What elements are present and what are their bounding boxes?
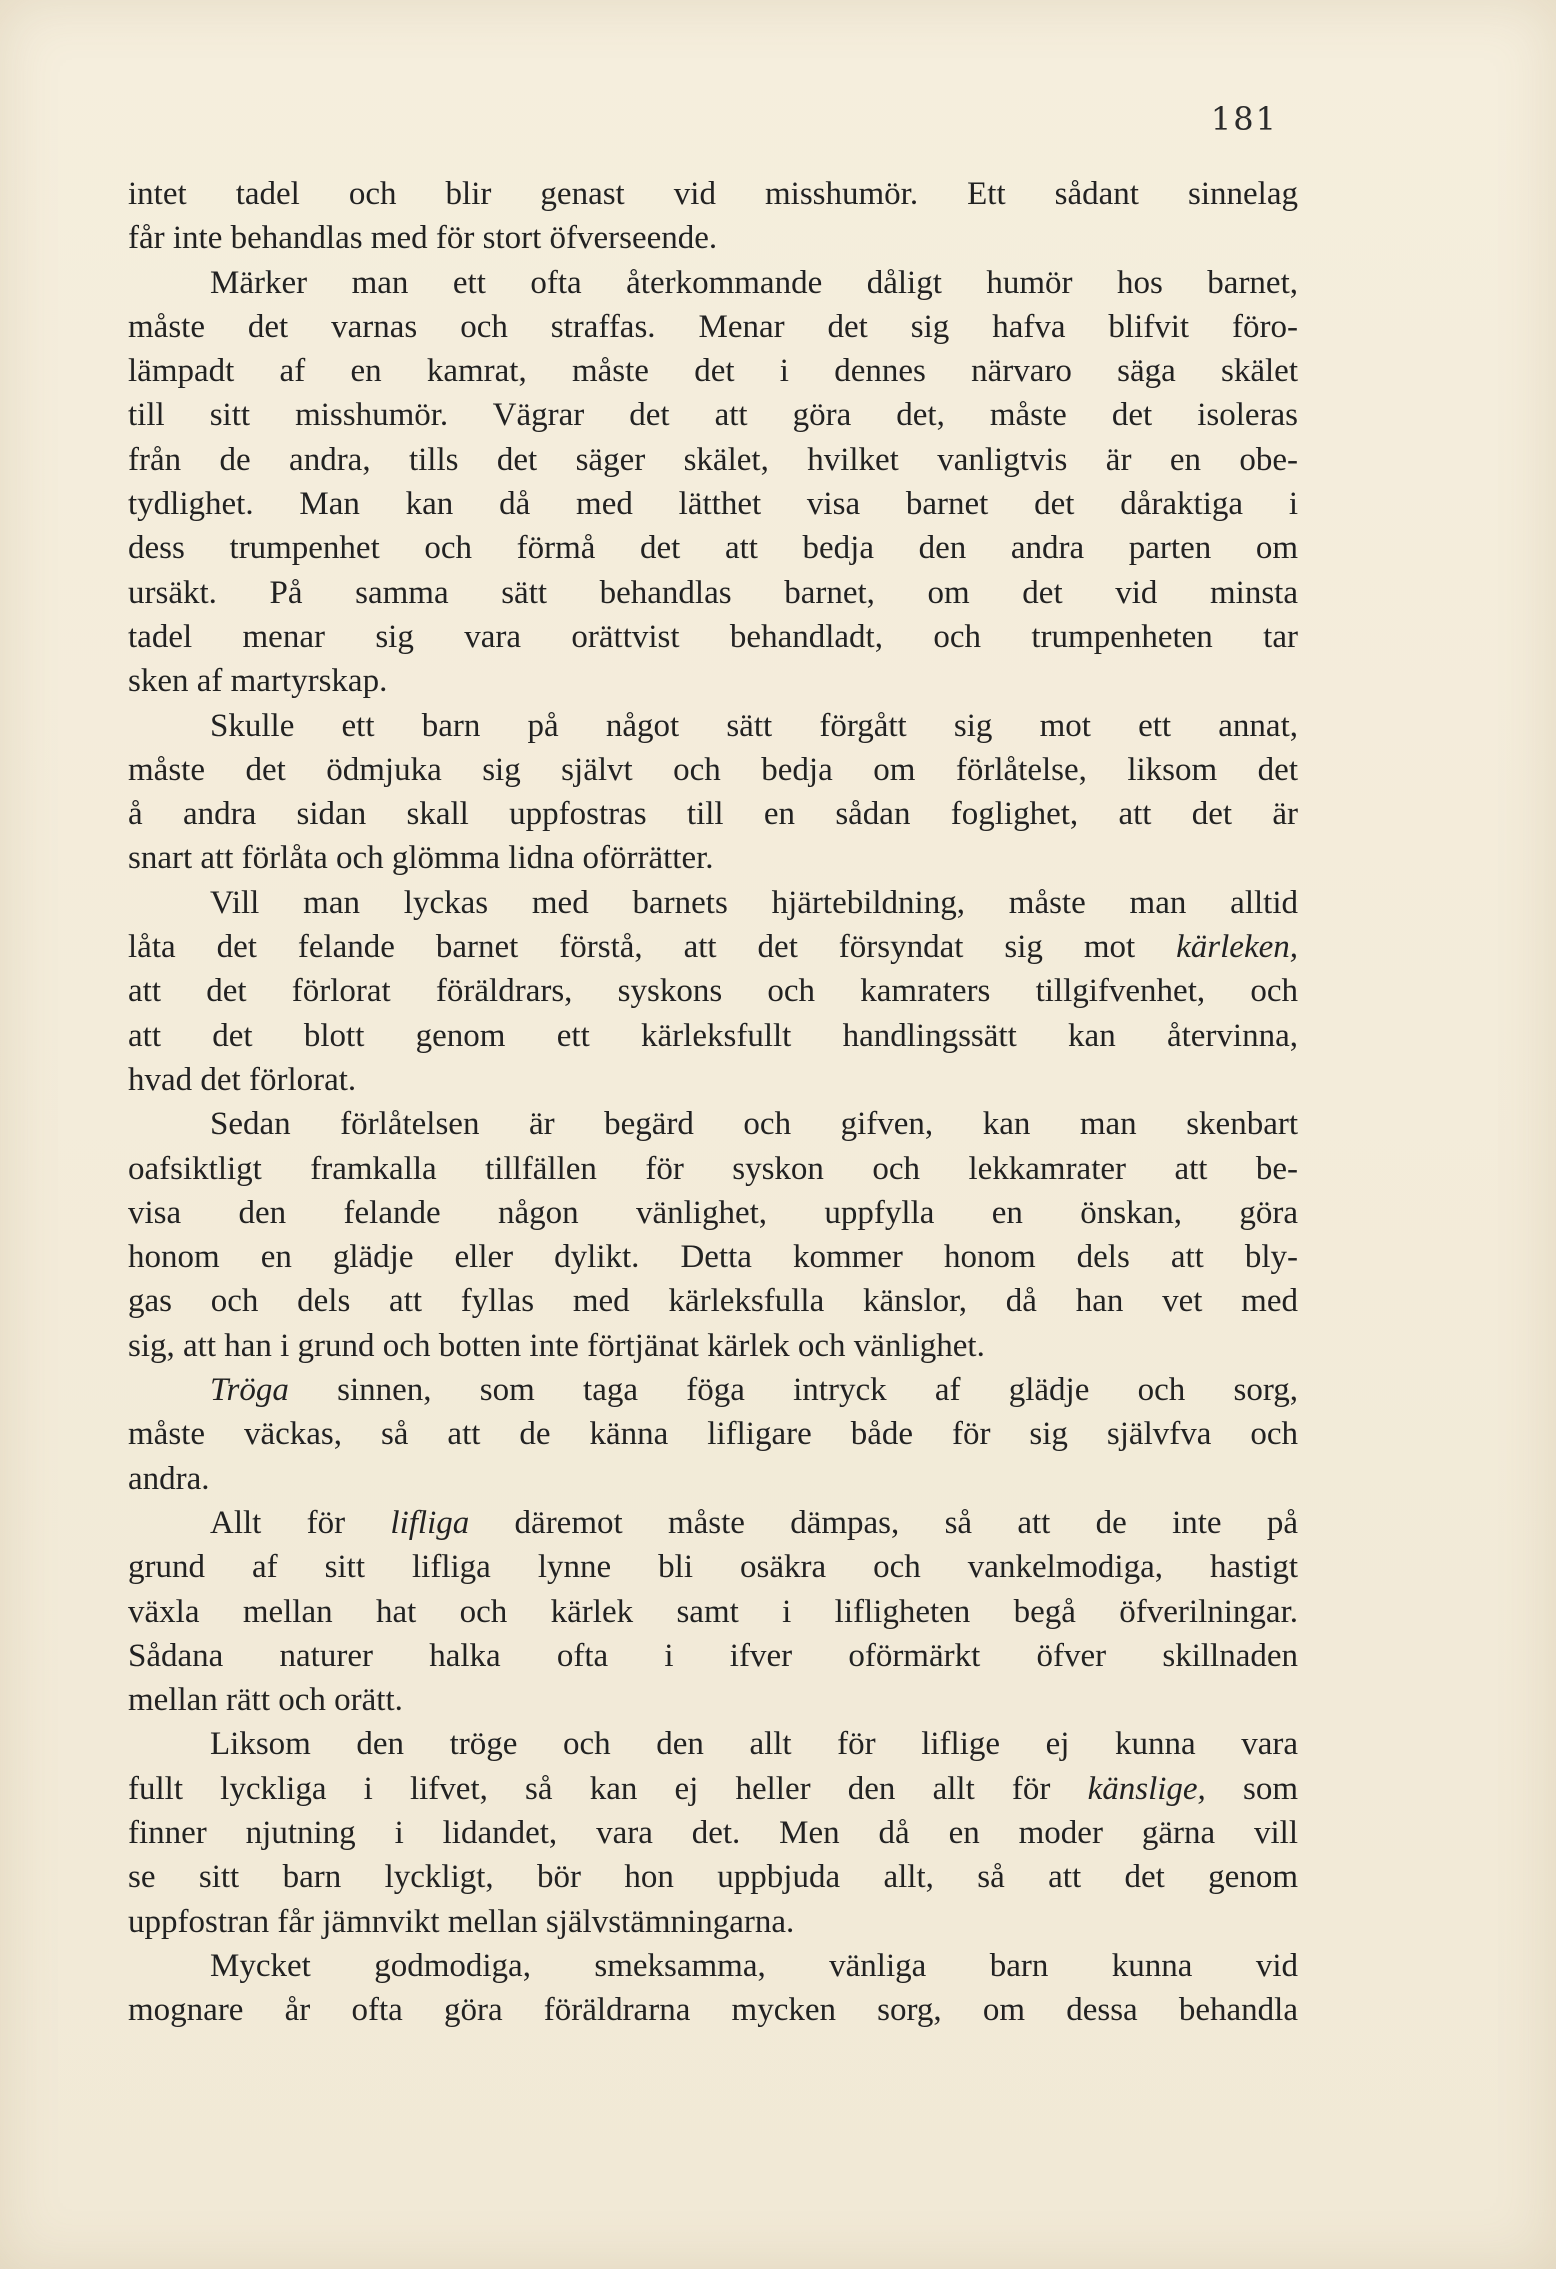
text-line [128,615,1298,659]
line-text: däremot måste dämpas, så att de inte på [469,1504,1298,1541]
line-text: fullt lyckliga i lifvet, så kan ej heller den allt för [128,1770,1088,1807]
line-text: ursäkt. På samma sätt behandlas barnet, om det vid minsta [128,574,1298,611]
text-line [128,1324,1298,1368]
text-line [128,1368,1298,1412]
line-text: får inte behandlas med för stort öfverseende. [128,220,718,257]
line-text: måste väckas, så att de känna lifligare både för sig självfva och [128,1416,1298,1453]
line-text: Vill man lyckas med barnets hjärtebildning, måste man alltid [210,884,1298,921]
line-text: Mycket godmodiga, smeksamma, vänliga barn kunna vid [210,1947,1298,1984]
text-line [128,792,1298,836]
line-text: låta det felande barnet förstå, att det försyndat sig mot [128,929,1177,966]
italic-word: känslige, [1087,1770,1206,1807]
line-text: sig, att han i grund och botten inte förtjänat kärlek och vänlighet. [128,1327,985,1364]
text-line [128,836,1298,880]
text-line [128,1900,1298,1944]
line-text: som [1205,1770,1298,1807]
line-text: grund af sitt lifliga lynne bli osäkra och vankelmodiga, hastigt [128,1549,1298,1586]
line-text: uppfostran får jämnvikt mellan självstämningarna. [128,1903,795,1940]
line-text: Sedan förlåtelsen är begärd och gifven, kan man skenbart [210,1106,1298,1143]
line-text: mognare år ofta göra föräldrarna mycken sorg, om dessa behandla [128,1992,1298,2029]
line-text: mellan rätt och orätt. [128,1682,403,1719]
text-line [128,969,1298,1013]
text-line [128,1058,1298,1102]
text-line [128,1545,1298,1589]
text-line [128,1501,1298,1545]
text-line [128,1147,1298,1191]
page-number: 181 [1210,100,1278,138]
line-text: från de andra, tills det säger skälet, hvilket vanligtvis är en obe- [128,441,1298,478]
text-line [128,1457,1298,1501]
line-text: gas och dels att fyllas med kärleksfulla känslor, då han vet med [128,1283,1298,1320]
text-line [128,349,1298,393]
line-text: Sådana naturer halka ofta i ifver oförmärkt öfver skillnaden [128,1637,1298,1674]
text-line [128,1678,1298,1722]
text-line [128,1944,1298,1988]
line-text: visa den felande någon vänlighet, uppfylla en önskan, göra [128,1194,1298,1231]
text-line [128,1988,1298,2032]
line-text: växla mellan hat och kärlek samt i lifligheten begå öfverilningar. [128,1593,1298,1630]
line-text: måste det ödmjuka sig självt och bedja om förlåtelse, liksom det [128,751,1298,788]
line-text: måste det varnas och straffas. Menar det sig hafva blifvit föro- [128,308,1298,345]
text-line [128,526,1298,570]
body-text [128,172,1298,2032]
line-text: tydlighet. Man kan då med lätthet visa barnet det dåraktiga i [128,486,1298,523]
line-text: honom en glädje eller dylikt. Detta kommer honom dels att bly- [128,1239,1298,1276]
text-line [128,438,1298,482]
line-text: sken af martyrskap. [128,663,388,700]
line-text: oafsiktligt framkalla tillfällen för syskon och lekkamrater att be- [128,1150,1298,1187]
text-line [128,1014,1298,1058]
text-line [128,1855,1298,1899]
line-text: andra. [128,1460,210,1497]
text-line [128,393,1298,437]
text-line [128,659,1298,703]
text-line [128,925,1298,969]
line-text: Liksom den tröge och den allt för liflige ej kunna vara [210,1726,1298,1763]
text-line [128,305,1298,349]
text-line [128,1102,1298,1146]
text-line [128,172,1298,216]
line-text: se sitt barn lyckligt, bör hon uppbjuda allt, så att det genom [128,1859,1298,1896]
text-line [128,571,1298,615]
text-line [128,881,1298,925]
line-text: lämpadt af en kamrat, måste det i dennes närvaro säga skälet [128,353,1298,390]
text-line [128,216,1298,260]
italic-word: Tröga [210,1372,289,1409]
line-text: hvad det förlorat. [128,1061,357,1098]
text-line [128,1191,1298,1235]
line-text: att det förlorat föräldrars, syskons och kamraters tillgifvenhet, och [128,973,1298,1010]
text-line [128,1767,1298,1811]
line-text: att det blott genom ett kärleksfullt handlingssätt kan återvinna, [128,1017,1298,1054]
text-line [128,1634,1298,1678]
text-line [128,1235,1298,1279]
text-line [128,1811,1298,1855]
line-text: Allt för [210,1504,391,1541]
line-text: Skulle ett barn på något sätt förgått sig mot ett annat, [210,707,1298,744]
text-line [128,1722,1298,1766]
text-line [128,1590,1298,1634]
line-text: till sitt misshumör. Vägrar det att göra det, måste det isoleras [128,397,1298,434]
text-line [128,704,1298,748]
line-text: intet tadel och blir genast vid misshumör. Ett sådant sinnelag [128,176,1298,212]
text-line [128,1279,1298,1323]
line-text: dess trumpenhet och förmå det att bedja den andra parten om [128,530,1298,567]
line-text: Märker man ett ofta återkommande dåligt humör hos barnet, [210,264,1298,301]
line-text: finner njutning i lidandet, vara det. Men då en moder gärna vill [128,1814,1298,1851]
italic-word: lifliga [390,1504,470,1541]
text-line [128,482,1298,526]
text-line [128,1412,1298,1456]
text-line [128,748,1298,792]
line-text: tadel menar sig vara orättvist behandladt, och trumpenheten tar [128,618,1298,655]
line-text: å andra sidan skall uppfostras till en sådan foglighet, att det är [128,796,1298,833]
text-line [128,261,1298,305]
italic-word: kärleken, [1176,929,1298,966]
line-text: snart att förlåta och glömma lidna oförrätter. [128,840,714,877]
line-text: sinnen, som taga föga intryck af glädje och sorg, [288,1372,1298,1409]
